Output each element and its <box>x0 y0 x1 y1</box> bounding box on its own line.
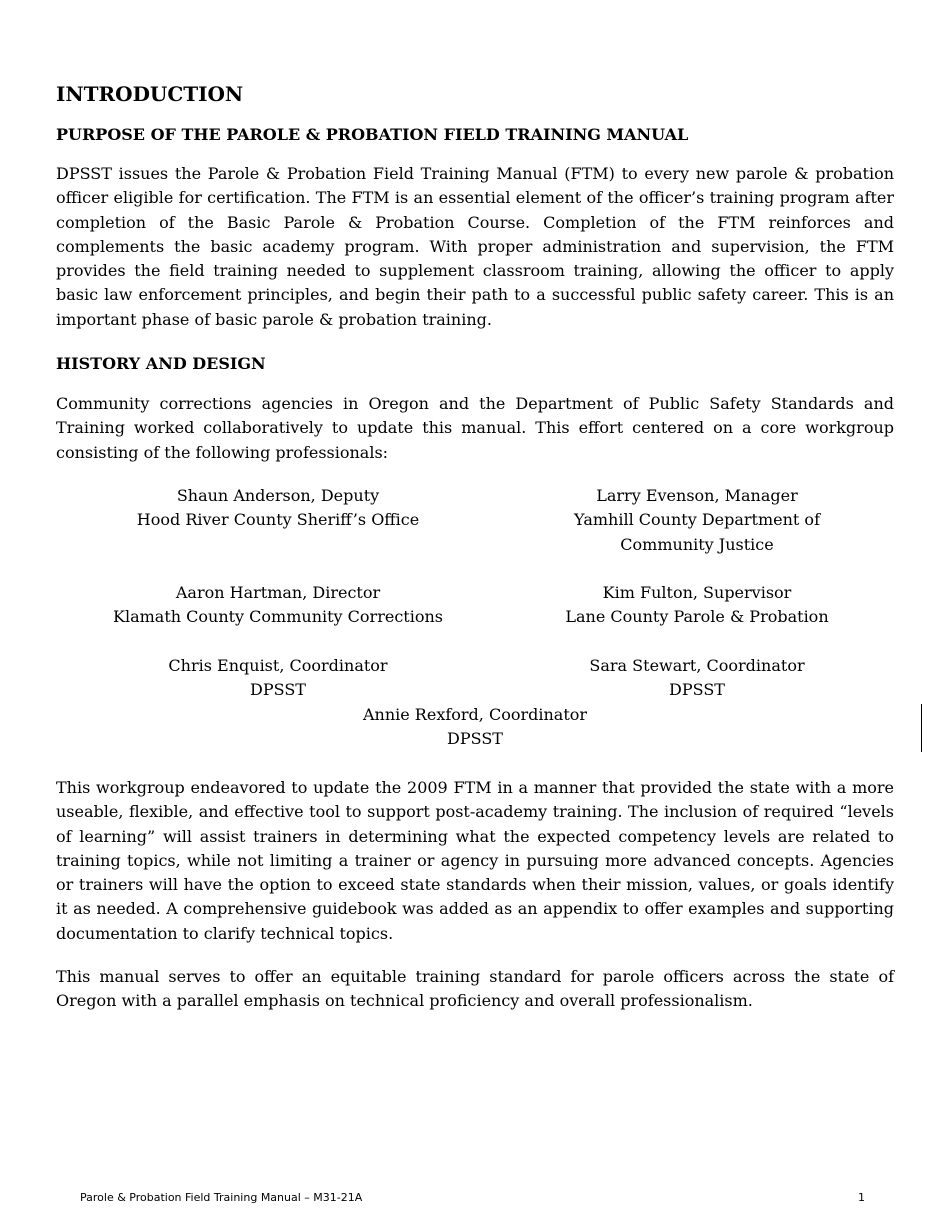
workgroup-member-evenson <box>487 484 907 557</box>
page-title: INTRODUCTION <box>56 82 244 106</box>
purpose-heading: PURPOSE OF THE PAROLE & PROBATION FIELD TRAINING MANUAL <box>56 125 689 144</box>
member-org: DPSST <box>447 729 503 749</box>
workgroup-member-anderson <box>68 484 488 533</box>
member-name: Larry Evenson, Manager <box>596 486 798 505</box>
history-paragraph: Community corrections agencies in Oregon and the Department of Public Safety Standards and Training worked collaboratively to update this manual. This effort centered on a core workgroup consisting of the following professionals: <box>56 394 894 462</box>
member-org-line2: Community Justice <box>620 534 774 554</box>
member-org: DPSST <box>250 680 306 700</box>
member-name: Kim Fulton, Supervisor <box>602 583 792 602</box>
member-name: Sara Stewart, Coordinator <box>589 656 805 675</box>
member-org: DPSST <box>669 680 725 700</box>
member-name: Annie Rexford, Coordinator <box>362 705 588 724</box>
workgroup-member-hartman <box>68 581 488 630</box>
workgroup-member-stewart <box>487 654 907 703</box>
member-name: Chris Enquist, Coordinator <box>168 656 388 675</box>
revision-bar <box>921 704 922 752</box>
member-org: Klamath County Community Corrections <box>113 607 443 627</box>
member-name: Shaun Anderson, Deputy <box>176 486 380 505</box>
member-org: Yamhill County Department of <box>574 510 820 530</box>
member-org: Hood River County Sheriff’s Office <box>136 510 420 530</box>
page-number: 1 <box>858 1191 865 1204</box>
workgroup-paragraph: This workgroup endeavored to update the 2009 FTM in a manner that provided the state with a more useable, flexible, and effective tool to support post-academy training. The inclusion of required “levels of learning” will assist trainers in determining what the expected competency levels are related to training topics, while not limiting a trainer or agency in pursuing more advanced concepts. Agencies or trainers will have the option to exceed state standards when their mission, values, or goals identify it as needed. A comprehensive guidebook was added as an appendix to offer examples and supporting documentation to clarify technical topics. <box>56 778 894 943</box>
member-name: Aaron Hartman, Director <box>175 583 381 602</box>
history-heading: HISTORY AND DESIGN <box>56 354 266 373</box>
footer-title: Parole & Probation Field Training Manual – M31-21A <box>80 1191 363 1204</box>
workgroup-member-enquist <box>68 654 488 703</box>
workgroup-member-rexford <box>265 703 685 752</box>
member-org: Lane County Parole & Probation <box>565 607 829 627</box>
workgroup-member-fulton <box>487 581 907 630</box>
purpose-paragraph: DPSST issues the Parole & Probation Field Training Manual (FTM) to every new parole & probation officer eligible for certification. The FTM is an essential element of the officer’s training program after completion of the Basic Parole & Probation Course. Completion of the FTM reinforces and complements the basic academy program. With proper administration and supervision, the FTM provides the field training needed to supplement classroom training, allowing the officer to apply basic law enforcement principles, and begin their path to a successful public safety career. This is an important phase of basic parole & probation training. <box>56 164 894 329</box>
closing-paragraph: This manual serves to offer an equitable training standard for parole officers across the state of Oregon with a parallel emphasis on technical proficiency and overall professionalism. <box>56 967 894 1011</box>
